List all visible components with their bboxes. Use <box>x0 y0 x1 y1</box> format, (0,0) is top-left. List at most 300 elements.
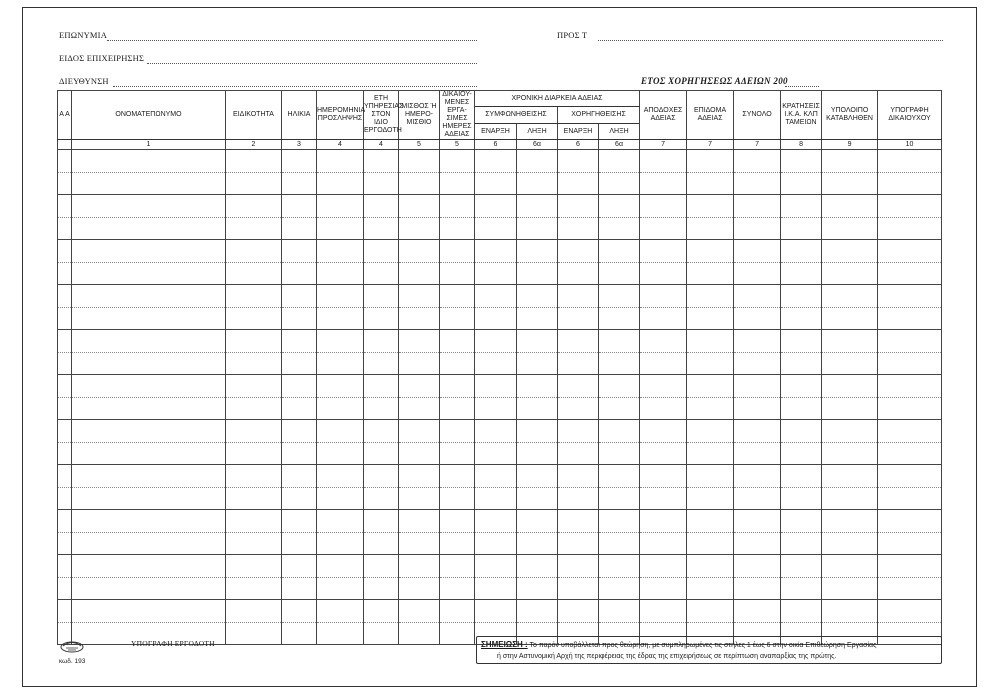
table-cell[interactable] <box>475 217 517 240</box>
table-cell[interactable] <box>399 397 440 420</box>
table-cell[interactable] <box>317 465 364 488</box>
table-cell[interactable] <box>878 532 942 555</box>
table-cell[interactable] <box>734 262 781 285</box>
table-cell[interactable] <box>558 240 599 263</box>
table-cell[interactable] <box>687 172 734 195</box>
table-cell[interactable] <box>399 195 440 218</box>
table-cell[interactable] <box>599 465 640 488</box>
table-cell[interactable] <box>687 442 734 465</box>
table-cell[interactable] <box>282 150 317 173</box>
table-cell[interactable] <box>640 442 687 465</box>
table-cell[interactable] <box>781 420 822 443</box>
table-cell[interactable] <box>440 397 475 420</box>
table-cell[interactable] <box>599 150 640 173</box>
table-cell[interactable] <box>599 172 640 195</box>
table-cell[interactable] <box>558 375 599 398</box>
table-cell[interactable] <box>734 330 781 353</box>
table-cell[interactable] <box>781 397 822 420</box>
table-cell[interactable] <box>364 262 399 285</box>
table-cell[interactable] <box>364 240 399 263</box>
table-cell[interactable] <box>72 262 226 285</box>
table-cell[interactable] <box>475 442 517 465</box>
table-cell[interactable] <box>364 555 399 578</box>
table-cell[interactable] <box>226 375 282 398</box>
table-cell[interactable] <box>640 532 687 555</box>
table-cell[interactable] <box>878 352 942 375</box>
table-cell[interactable] <box>599 330 640 353</box>
table-cell[interactable] <box>822 577 878 600</box>
table-cell[interactable] <box>517 240 558 263</box>
table-cell[interactable] <box>399 172 440 195</box>
table-cell[interactable] <box>475 420 517 443</box>
table-cell[interactable] <box>399 262 440 285</box>
table-cell[interactable] <box>440 217 475 240</box>
table-cell[interactable] <box>822 510 878 533</box>
table-cell[interactable] <box>317 285 364 308</box>
table-cell[interactable] <box>72 217 226 240</box>
table-cell[interactable] <box>475 262 517 285</box>
table-cell[interactable] <box>687 330 734 353</box>
table-cell[interactable] <box>282 532 317 555</box>
table-cell[interactable] <box>282 577 317 600</box>
table-cell[interactable] <box>822 420 878 443</box>
table-cell[interactable] <box>475 487 517 510</box>
table-cell[interactable] <box>364 622 399 645</box>
table-cell[interactable] <box>599 375 640 398</box>
table-cell[interactable] <box>687 420 734 443</box>
table-cell[interactable] <box>72 307 226 330</box>
table-cell[interactable] <box>226 577 282 600</box>
to-field[interactable] <box>598 40 943 41</box>
table-cell[interactable] <box>878 240 942 263</box>
table-cell[interactable] <box>226 600 282 623</box>
table-cell[interactable] <box>734 307 781 330</box>
table-cell[interactable] <box>687 532 734 555</box>
table-cell[interactable] <box>781 510 822 533</box>
table-cell[interactable] <box>878 172 942 195</box>
table-cell[interactable] <box>517 600 558 623</box>
table-cell[interactable] <box>317 555 364 578</box>
table-cell[interactable] <box>517 375 558 398</box>
table-cell[interactable] <box>364 487 399 510</box>
table-cell[interactable] <box>58 577 72 600</box>
table-cell[interactable] <box>517 217 558 240</box>
table-cell[interactable] <box>517 330 558 353</box>
table-cell[interactable] <box>364 285 399 308</box>
table-cell[interactable] <box>687 150 734 173</box>
table-cell[interactable] <box>399 420 440 443</box>
table-cell[interactable] <box>781 442 822 465</box>
table-cell[interactable] <box>640 397 687 420</box>
table-cell[interactable] <box>517 532 558 555</box>
table-cell[interactable] <box>878 510 942 533</box>
table-cell[interactable] <box>878 262 942 285</box>
table-cell[interactable] <box>58 420 72 443</box>
table-cell[interactable] <box>640 375 687 398</box>
table-cell[interactable] <box>822 172 878 195</box>
table-cell[interactable] <box>734 172 781 195</box>
table-cell[interactable] <box>734 420 781 443</box>
table-cell[interactable] <box>58 150 72 173</box>
table-cell[interactable] <box>599 442 640 465</box>
table-cell[interactable] <box>734 532 781 555</box>
table-cell[interactable] <box>822 532 878 555</box>
table-cell[interactable] <box>58 510 72 533</box>
table-cell[interactable] <box>440 352 475 375</box>
table-cell[interactable] <box>226 487 282 510</box>
table-cell[interactable] <box>781 285 822 308</box>
table-cell[interactable] <box>226 285 282 308</box>
table-cell[interactable] <box>282 262 317 285</box>
table-cell[interactable] <box>226 352 282 375</box>
table-cell[interactable] <box>640 307 687 330</box>
table-cell[interactable] <box>58 172 72 195</box>
table-cell[interactable] <box>440 577 475 600</box>
table-cell[interactable] <box>640 150 687 173</box>
table-cell[interactable] <box>58 217 72 240</box>
table-cell[interactable] <box>282 442 317 465</box>
table-cell[interactable] <box>734 375 781 398</box>
table-cell[interactable] <box>687 577 734 600</box>
table-cell[interactable] <box>687 397 734 420</box>
table-cell[interactable] <box>822 487 878 510</box>
table-cell[interactable] <box>558 217 599 240</box>
table-cell[interactable] <box>687 375 734 398</box>
table-cell[interactable] <box>878 577 942 600</box>
table-cell[interactable] <box>399 532 440 555</box>
table-cell[interactable] <box>822 397 878 420</box>
table-cell[interactable] <box>72 285 226 308</box>
table-cell[interactable] <box>822 352 878 375</box>
table-cell[interactable] <box>440 375 475 398</box>
table-cell[interactable] <box>364 465 399 488</box>
table-cell[interactable] <box>687 195 734 218</box>
table-cell[interactable] <box>475 307 517 330</box>
table-cell[interactable] <box>475 330 517 353</box>
table-cell[interactable] <box>781 352 822 375</box>
table-cell[interactable] <box>878 600 942 623</box>
table-cell[interactable] <box>558 487 599 510</box>
table-cell[interactable] <box>440 510 475 533</box>
table-cell[interactable] <box>226 465 282 488</box>
table-cell[interactable] <box>440 307 475 330</box>
table-cell[interactable] <box>781 465 822 488</box>
table-cell[interactable] <box>282 420 317 443</box>
table-cell[interactable] <box>364 532 399 555</box>
table-cell[interactable] <box>226 217 282 240</box>
table-cell[interactable] <box>781 555 822 578</box>
table-cell[interactable] <box>317 172 364 195</box>
table-cell[interactable] <box>640 217 687 240</box>
table-cell[interactable] <box>58 285 72 308</box>
table-cell[interactable] <box>440 622 475 645</box>
table-cell[interactable] <box>517 420 558 443</box>
table-cell[interactable] <box>640 555 687 578</box>
table-cell[interactable] <box>781 217 822 240</box>
table-cell[interactable] <box>399 622 440 645</box>
table-cell[interactable] <box>781 330 822 353</box>
table-cell[interactable] <box>878 442 942 465</box>
table-cell[interactable] <box>226 622 282 645</box>
table-cell[interactable] <box>878 307 942 330</box>
table-cell[interactable] <box>317 622 364 645</box>
table-cell[interactable] <box>640 262 687 285</box>
table-cell[interactable] <box>399 330 440 353</box>
table-cell[interactable] <box>878 217 942 240</box>
table-cell[interactable] <box>517 397 558 420</box>
table-cell[interactable] <box>687 262 734 285</box>
table-cell[interactable] <box>58 240 72 263</box>
table-cell[interactable] <box>558 172 599 195</box>
table-cell[interactable] <box>878 150 942 173</box>
table-cell[interactable] <box>475 375 517 398</box>
table-cell[interactable] <box>517 307 558 330</box>
table-cell[interactable] <box>72 487 226 510</box>
table-cell[interactable] <box>878 285 942 308</box>
table-cell[interactable] <box>282 285 317 308</box>
table-cell[interactable] <box>399 217 440 240</box>
table-cell[interactable] <box>72 465 226 488</box>
table-cell[interactable] <box>734 442 781 465</box>
table-cell[interactable] <box>558 510 599 533</box>
table-cell[interactable] <box>822 555 878 578</box>
table-cell[interactable] <box>58 195 72 218</box>
table-cell[interactable] <box>822 375 878 398</box>
table-cell[interactable] <box>72 532 226 555</box>
table-cell[interactable] <box>72 195 226 218</box>
table-cell[interactable] <box>822 217 878 240</box>
table-cell[interactable] <box>640 195 687 218</box>
table-cell[interactable] <box>640 240 687 263</box>
table-cell[interactable] <box>475 600 517 623</box>
table-cell[interactable] <box>687 465 734 488</box>
table-cell[interactable] <box>475 577 517 600</box>
table-cell[interactable] <box>58 352 72 375</box>
table-cell[interactable] <box>317 397 364 420</box>
table-cell[interactable] <box>734 352 781 375</box>
table-cell[interactable] <box>878 555 942 578</box>
table-cell[interactable] <box>734 510 781 533</box>
table-cell[interactable] <box>399 240 440 263</box>
table-cell[interactable] <box>58 307 72 330</box>
table-cell[interactable] <box>475 532 517 555</box>
table-cell[interactable] <box>599 577 640 600</box>
table-cell[interactable] <box>440 150 475 173</box>
table-cell[interactable] <box>282 172 317 195</box>
table-cell[interactable] <box>734 217 781 240</box>
table-cell[interactable] <box>475 150 517 173</box>
table-cell[interactable] <box>781 600 822 623</box>
table-cell[interactable] <box>317 375 364 398</box>
table-cell[interactable] <box>364 172 399 195</box>
table-cell[interactable] <box>558 442 599 465</box>
table-cell[interactable] <box>317 510 364 533</box>
table-cell[interactable] <box>558 577 599 600</box>
table-cell[interactable] <box>226 307 282 330</box>
table-cell[interactable] <box>58 555 72 578</box>
table-cell[interactable] <box>734 150 781 173</box>
table-cell[interactable] <box>226 330 282 353</box>
table-cell[interactable] <box>640 510 687 533</box>
table-cell[interactable] <box>558 555 599 578</box>
table-cell[interactable] <box>558 600 599 623</box>
table-cell[interactable] <box>475 240 517 263</box>
table-cell[interactable] <box>734 577 781 600</box>
table-cell[interactable] <box>226 262 282 285</box>
table-cell[interactable] <box>517 465 558 488</box>
table-cell[interactable] <box>440 330 475 353</box>
table-cell[interactable] <box>58 262 72 285</box>
table-cell[interactable] <box>282 195 317 218</box>
table-cell[interactable] <box>440 487 475 510</box>
table-cell[interactable] <box>72 510 226 533</box>
table-cell[interactable] <box>282 510 317 533</box>
table-cell[interactable] <box>226 555 282 578</box>
table-cell[interactable] <box>364 577 399 600</box>
table-cell[interactable] <box>640 577 687 600</box>
table-cell[interactable] <box>282 240 317 263</box>
table-cell[interactable] <box>822 442 878 465</box>
table-cell[interactable] <box>517 442 558 465</box>
table-cell[interactable] <box>687 307 734 330</box>
table-cell[interactable] <box>517 150 558 173</box>
table-cell[interactable] <box>440 172 475 195</box>
table-cell[interactable] <box>317 352 364 375</box>
table-cell[interactable] <box>226 172 282 195</box>
table-cell[interactable] <box>440 262 475 285</box>
table-cell[interactable] <box>781 487 822 510</box>
table-cell[interactable] <box>878 375 942 398</box>
table-cell[interactable] <box>599 307 640 330</box>
table-cell[interactable] <box>734 555 781 578</box>
year-field[interactable] <box>785 86 819 87</box>
table-cell[interactable] <box>440 465 475 488</box>
table-cell[interactable] <box>440 442 475 465</box>
table-cell[interactable] <box>517 262 558 285</box>
table-cell[interactable] <box>558 532 599 555</box>
table-cell[interactable] <box>364 150 399 173</box>
table-cell[interactable] <box>599 600 640 623</box>
table-cell[interactable] <box>364 510 399 533</box>
table-cell[interactable] <box>226 195 282 218</box>
table-cell[interactable] <box>282 600 317 623</box>
table-cell[interactable] <box>558 420 599 443</box>
table-cell[interactable] <box>364 195 399 218</box>
table-cell[interactable] <box>781 195 822 218</box>
table-cell[interactable] <box>399 487 440 510</box>
table-cell[interactable] <box>72 352 226 375</box>
table-cell[interactable] <box>517 487 558 510</box>
table-cell[interactable] <box>399 307 440 330</box>
table-cell[interactable] <box>282 487 317 510</box>
table-cell[interactable] <box>878 397 942 420</box>
table-cell[interactable] <box>399 285 440 308</box>
table-cell[interactable] <box>878 487 942 510</box>
table-cell[interactable] <box>317 150 364 173</box>
table-cell[interactable] <box>364 397 399 420</box>
table-cell[interactable] <box>475 397 517 420</box>
table-cell[interactable] <box>364 307 399 330</box>
table-cell[interactable] <box>226 397 282 420</box>
table-cell[interactable] <box>599 285 640 308</box>
table-cell[interactable] <box>517 510 558 533</box>
table-cell[interactable] <box>558 262 599 285</box>
table-cell[interactable] <box>282 330 317 353</box>
table-cell[interactable] <box>687 352 734 375</box>
table-cell[interactable] <box>58 330 72 353</box>
table-cell[interactable] <box>687 600 734 623</box>
table-cell[interactable] <box>364 600 399 623</box>
table-cell[interactable] <box>687 217 734 240</box>
table-cell[interactable] <box>440 600 475 623</box>
address-field[interactable] <box>113 86 477 87</box>
table-cell[interactable] <box>72 577 226 600</box>
table-cell[interactable] <box>822 307 878 330</box>
table-cell[interactable] <box>517 555 558 578</box>
table-cell[interactable] <box>517 285 558 308</box>
table-cell[interactable] <box>558 307 599 330</box>
table-cell[interactable] <box>475 285 517 308</box>
table-cell[interactable] <box>687 487 734 510</box>
table-cell[interactable] <box>822 262 878 285</box>
table-cell[interactable] <box>558 330 599 353</box>
table-cell[interactable] <box>58 600 72 623</box>
table-cell[interactable] <box>558 285 599 308</box>
table-cell[interactable] <box>599 420 640 443</box>
table-cell[interactable] <box>317 262 364 285</box>
table-cell[interactable] <box>781 532 822 555</box>
table-cell[interactable] <box>734 240 781 263</box>
table-cell[interactable] <box>72 240 226 263</box>
table-cell[interactable] <box>822 150 878 173</box>
table-cell[interactable] <box>317 420 364 443</box>
business-type-field[interactable] <box>147 63 477 64</box>
table-cell[interactable] <box>687 555 734 578</box>
table-cell[interactable] <box>781 375 822 398</box>
table-cell[interactable] <box>72 442 226 465</box>
table-cell[interactable] <box>282 622 317 645</box>
table-cell[interactable] <box>781 307 822 330</box>
table-cell[interactable] <box>364 352 399 375</box>
table-cell[interactable] <box>226 420 282 443</box>
table-cell[interactable] <box>282 352 317 375</box>
table-cell[interactable] <box>226 510 282 533</box>
table-cell[interactable] <box>282 397 317 420</box>
table-cell[interactable] <box>399 555 440 578</box>
table-cell[interactable] <box>599 195 640 218</box>
table-cell[interactable] <box>599 555 640 578</box>
table-cell[interactable] <box>72 397 226 420</box>
table-cell[interactable] <box>226 532 282 555</box>
table-cell[interactable] <box>475 172 517 195</box>
table-cell[interactable] <box>399 150 440 173</box>
table-cell[interactable] <box>475 195 517 218</box>
table-cell[interactable] <box>282 307 317 330</box>
table-cell[interactable] <box>364 375 399 398</box>
table-cell[interactable] <box>364 442 399 465</box>
table-cell[interactable] <box>781 577 822 600</box>
table-cell[interactable] <box>58 532 72 555</box>
table-cell[interactable] <box>364 330 399 353</box>
table-cell[interactable] <box>640 600 687 623</box>
table-cell[interactable] <box>734 600 781 623</box>
table-cell[interactable] <box>734 285 781 308</box>
table-cell[interactable] <box>687 240 734 263</box>
table-cell[interactable] <box>687 510 734 533</box>
table-cell[interactable] <box>317 240 364 263</box>
table-cell[interactable] <box>399 510 440 533</box>
table-cell[interactable] <box>558 150 599 173</box>
